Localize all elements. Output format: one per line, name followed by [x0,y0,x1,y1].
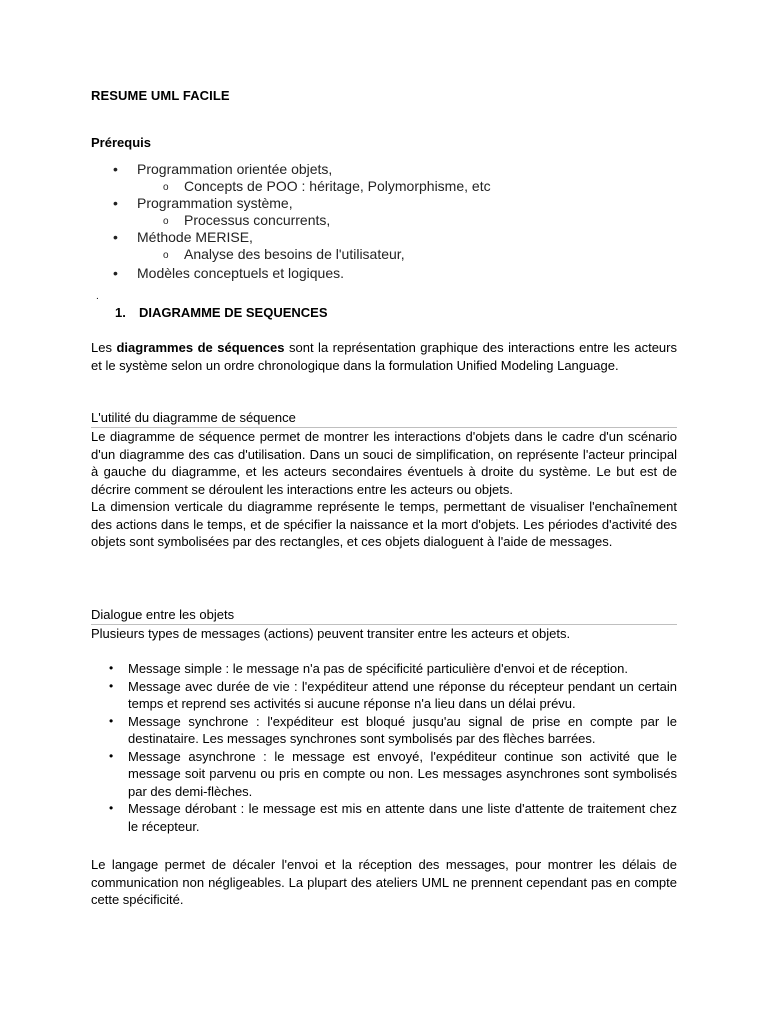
prereq-heading: Prérequis [91,135,151,150]
prereq-list [113,161,491,282]
intro-rest: sont la représentation graphique des interactions entre les acteurs et le système selon un ordre chronologique dans la formulation Unified Modeling Language. [91,340,677,373]
list-item: • Message dérobant : le message est mis en attente dans une liste d'attente de traitement chez le récepteur. [91,800,677,835]
prereq-subitem: o Processus concurrents, [113,212,491,229]
message-types-list [91,660,677,835]
utility-paragraph-1: Le diagramme de séquence permet de montrer les interactions d'objets dans le cadre d'un scénario d'un diagramme des cas d'utilisation. Dans un souci de simplification, on représente l'acteur principal à gauche du diagramme, et les acteurs secondaires éventuels à droite du système. Le but est de décrire comment se déroulent les interactions entre les acteurs ou objets. [91,429,677,497]
prereq-subitem: o Analyse des besoins de l'utilisateur, [113,246,491,263]
prereq-subitem: o Concepts de POO : héritage, Polymorphisme, etc [113,178,491,195]
dialogue-heading: Dialogue entre les objets [91,607,677,625]
intro-bold-term: diagrammes de séquences [116,340,285,355]
prereq-item: • Modèles conceptuels et logiques. [113,265,491,282]
intro-prefix: Les [91,340,117,355]
dialogue-intro: Plusieurs types de messages (actions) peuvent transiter entre les acteurs et objets. [91,626,571,641]
intro-paragraph [91,339,677,374]
document-title: RESUME UML FACILE [91,88,230,103]
section-title: DIAGRAMME DE SEQUENCES [139,305,328,320]
utility-body [91,428,677,551]
prereq-item: • Programmation orientée objets, [113,161,491,178]
prereq-item: • Méthode MERISE, [113,229,491,246]
section-number: 1. [115,305,126,320]
utility-heading: L'utilité du diagramme de séquence [91,410,677,428]
list-item: • Message avec durée de vie : l'expéditeur attend une réponse du récepteur pendant un certain temps et reprend ses activités si aucune réponse n'a lieu dans un délai prévu. [91,678,677,713]
utility-paragraph-2: La dimension verticale du diagramme représente le temps, permettant de visualiser l'enchaînement des actions dans le temps, et de spécifier la naissance et la mort d'objets. Les périodes d'activité des objets sont symbolisées par des rectangles, et ces objets dialoguent à l'aide de messages. [91,499,677,549]
list-item: • Message asynchrone : le message est envoyé, l'expéditeur continue son activité que le message soit parvenu ou pris en compte ou non. Les messages asynchrones sont symbolisés par des demi-flèches. [91,748,677,801]
conclusion-paragraph: Le langage permet de décaler l'envoi et la réception des messages, pour montrer les délais de communication non négligeables. La plupart des ateliers UML ne prennent cependant pas en compte cette spécificité. [91,857,677,907]
section-heading [115,305,328,320]
stray-mark: . [96,291,99,302]
list-item: • Message simple : le message n'a pas de spécificité particulière d'envoi et de réception. [91,660,677,678]
list-item: • Message synchrone : l'expéditeur est bloqué jusqu'au signal de prise en compte par le destinataire. Les messages synchrones sont symbolisés par des flèches barrées. [91,713,677,748]
prereq-item: • Programmation système, [113,195,491,212]
